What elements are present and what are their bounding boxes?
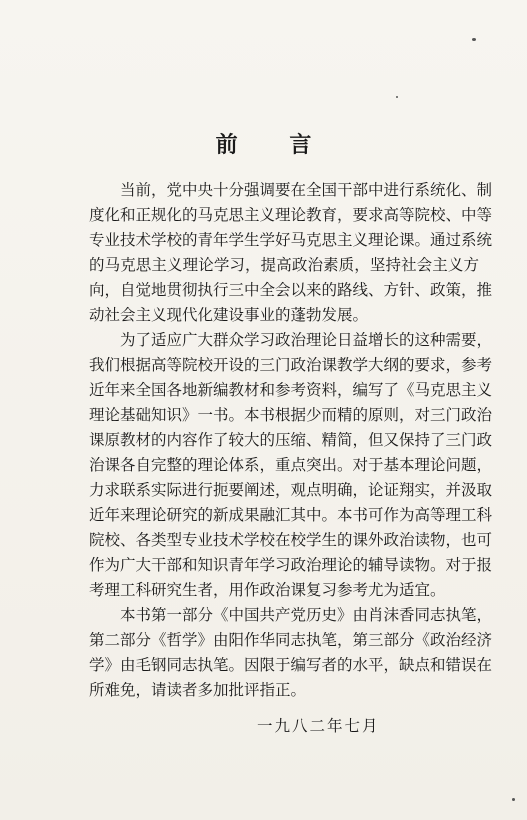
preface-body bbox=[89, 178, 493, 703]
text-line: 度化和正规化的马克思主义理论教育，要求高等院校、中等 bbox=[89, 206, 493, 224]
text-line: 力求联系实际进行扼要阐述，观点明确，论证翔实，并汲取 bbox=[89, 481, 493, 499]
paragraph-2 bbox=[89, 328, 493, 603]
text-line: 第二部分《哲学》由阳作华同志执笔，第三部分《政治经济 bbox=[89, 631, 493, 649]
paragraph-1 bbox=[89, 178, 493, 328]
text-line: 所难免，请读者多加批评指正。 bbox=[89, 681, 307, 699]
text-line: 作为广大干部和知识青年学习政治理论的辅导读物。对于报 bbox=[89, 556, 493, 574]
text-line: 院校、各类型专业技术学校在校学生的课外政治读物，也可 bbox=[89, 531, 493, 549]
text-line: 动社会主义现代化建设事业的蓬勃发展。 bbox=[89, 306, 369, 324]
paragraph-3 bbox=[89, 603, 493, 703]
text-line: 近年来全国各地新编教材和参考资料，编写了《马克思主义 bbox=[89, 381, 493, 399]
text-line: 近年来理论研究的新成果融汇其中。本书可作为高等理工科 bbox=[89, 506, 493, 524]
text-line: 治课各自完整的理论体系，重点突出。对于基本理论问题， bbox=[89, 456, 493, 474]
text-line: 理论基础知识》一书。本书根据少而精的原则，对三门政治 bbox=[89, 406, 493, 424]
print-speck bbox=[396, 96, 398, 98]
print-speck bbox=[472, 38, 476, 41]
text-line: 专业技术学校的青年学生学好马克思主义理论课。通过系统 bbox=[89, 231, 493, 249]
text-line: 当前，党中央十分强调要在全国干部中进行系统化、制 bbox=[120, 181, 493, 199]
text-line: 课原教材的内容作了较大的压缩、精简，但又保持了三门政 bbox=[89, 431, 493, 449]
text-line: 的马克思主义理论学习，提高政治素质，坚持社会主义方 bbox=[89, 256, 479, 274]
text-line: 考理工科研究生者，用作政治课复习参考尤为适宜。 bbox=[89, 581, 446, 599]
text-line: 向，自觉地贯彻执行三中全会以来的路线、方针、政策，推 bbox=[89, 281, 493, 299]
text-line: 为了适应广大群众学习政治理论日益增长的这种需要， bbox=[120, 331, 493, 349]
print-speck bbox=[512, 798, 515, 801]
text-line: 本书第一部分《中国共产党历史》由肖沫香同志执笔， bbox=[120, 606, 493, 624]
text-line: 学》由毛钢同志执笔。因限于编写者的水平，缺点和错误在 bbox=[89, 656, 493, 674]
date-signature: 一九八二年七月 bbox=[257, 717, 380, 735]
page-title: 前 言 bbox=[215, 132, 334, 158]
text-line: 我们根据高等院校开设的三门政治课教学大纲的要求，参考 bbox=[89, 356, 493, 374]
